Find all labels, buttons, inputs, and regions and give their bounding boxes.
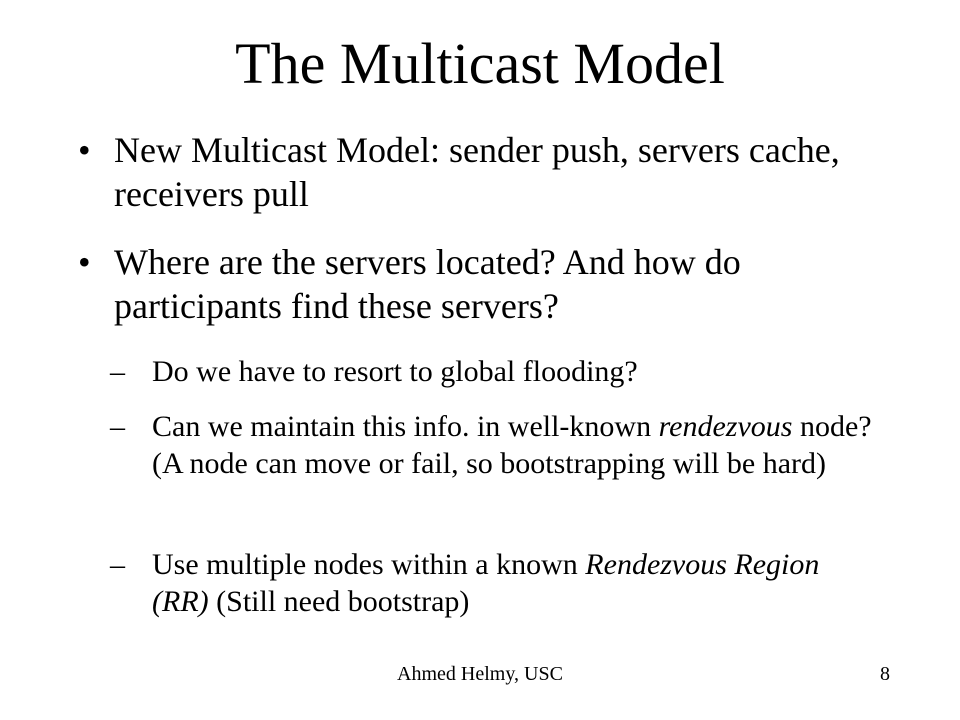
subbullet-text <box>152 408 880 482</box>
dash-marker: – <box>110 410 125 443</box>
subbullet-text: Do we have to resort to global flooding? <box>152 355 638 388</box>
slide-title: The Multicast Model <box>235 31 725 96</box>
subbullet-item-3 <box>110 546 880 620</box>
subbullet-text-part: (Still need bootstrap) <box>208 585 470 618</box>
subbullet-text-part: Use multiple nodes within a known <box>152 548 586 581</box>
page-number: 8 <box>880 663 890 685</box>
subbullet-item-2 <box>110 408 880 482</box>
bullet-marker: • <box>78 242 91 282</box>
bullet-item-1 <box>78 128 878 216</box>
footer-author: Ahmed Helmy, USC <box>397 663 563 685</box>
bullet-text: Where are the servers located? And how do participants find these servers? <box>114 242 741 326</box>
bullet-text: New Multicast Model: sender push, servers cache, receivers pull <box>114 130 840 214</box>
subbullet-italic-term: Rendezvous Region (RR) <box>152 548 820 618</box>
dash-marker: – <box>110 355 125 388</box>
bullet-item-2 <box>78 240 878 328</box>
subbullet-text-part: Can we maintain this info. in well-known <box>152 410 659 443</box>
subbullet-italic-term: rendezvous <box>658 410 793 443</box>
subbullet-item-1 <box>110 353 880 390</box>
bullet-marker: • <box>78 130 91 170</box>
subbullet-text <box>152 546 880 620</box>
subbullet-text-part: node? (A node can move or fail, so bootstrapping will be hard) <box>152 410 872 480</box>
dash-marker: – <box>110 548 125 581</box>
